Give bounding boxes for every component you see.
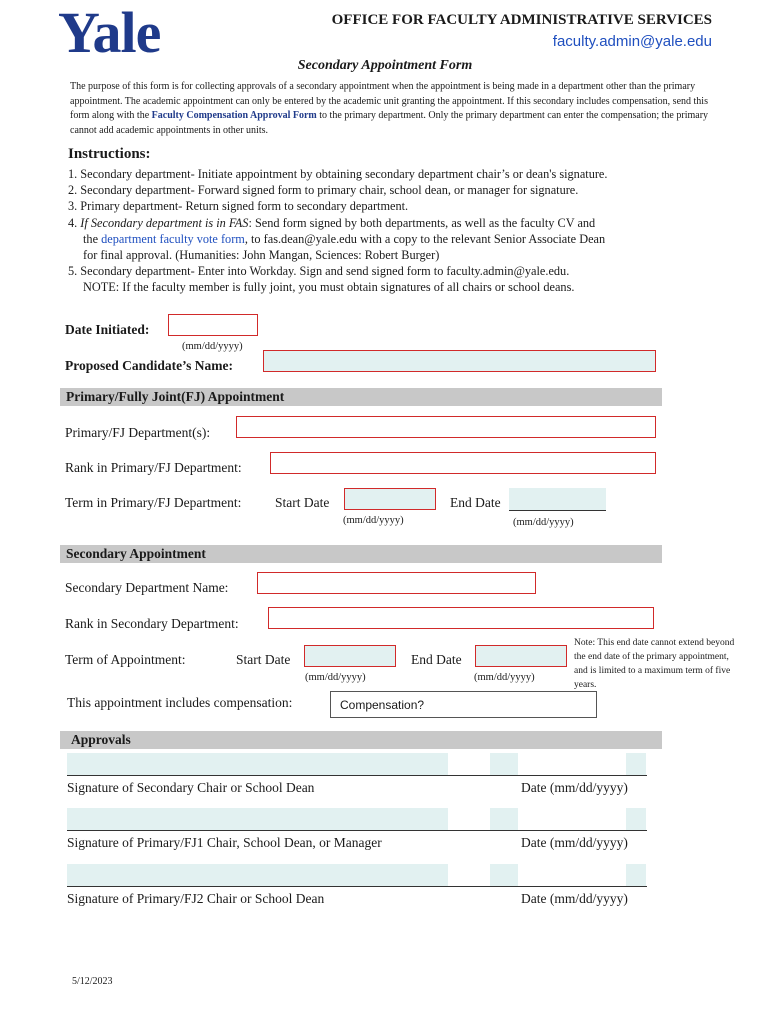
instruction-item: 1. Secondary department- Initiate appointment by obtaining secondary department chair’s or dean's signature. [68, 167, 608, 181]
item4-rest: : Send form signed by both departments, as well as the faculty CV and [248, 215, 596, 230]
purpose-text-end: to the primary department. Only the primary department can enter the compensation; the primary cannot add academic appointments in other units. [70, 110, 709, 136]
date-initiated-hint: (mm/dd/yyyy) [182, 341, 243, 352]
purpose-text: The purpose of this form is for collecting approvals of a secondary appointment when the appointment is being made in a department other than the primary appointment. The academic appointment can only be entered by the academic unit granting the appointment. If this secondary includes compensation, send this form along with the [70, 81, 708, 121]
date-1-input-end[interactable] [626, 753, 646, 775]
signature-1-line [67, 775, 647, 776]
item5-note: NOTE: If the faculty member is fully joint, you must obtain signatures of all chairs or school deans. [83, 280, 575, 295]
primary-rank-input[interactable] [270, 452, 656, 474]
primary-term-label: Term in Primary/FJ Department: [65, 495, 242, 510]
date-2-input-end[interactable] [626, 808, 646, 830]
secondary-end-date-input[interactable] [475, 645, 567, 667]
secondary-dept-label: Secondary Department Name: [65, 580, 229, 595]
secondary-end-hint: (mm/dd/yyyy) [474, 672, 535, 683]
signature-3-line [67, 886, 647, 887]
secondary-rank-input[interactable] [268, 607, 654, 629]
secondary-start-hint: (mm/dd/yyyy) [305, 672, 366, 683]
primary-start-label: Start Date [275, 495, 330, 510]
item4-line2 [68, 231, 708, 247]
form-title: Secondary Appointment Form [297, 58, 473, 73]
item4-line2-pre: the [83, 231, 102, 246]
primary-section-header: Primary/Fully Joint(FJ) Appointment [60, 388, 662, 406]
date-initiated-input[interactable] [168, 314, 258, 336]
instruction-item [68, 215, 708, 264]
secondary-end-label: End Date [411, 652, 462, 667]
approvals-section-header: Approvals [60, 731, 662, 749]
end-date-note: Note: This end date cannot extend beyond the end date of the primary appointment, and is limited to a maximum term of five years. [574, 638, 735, 690]
secondary-start-label: Start Date [236, 652, 291, 667]
instruction-item: 2. Secondary department- Forward signed form to primary chair, school dean, or manager for signature. [68, 183, 579, 198]
date-2-input[interactable] [490, 808, 518, 830]
item4-italic: If Secondary department is in FAS [80, 215, 249, 230]
date-2-label: Date (mm/dd/yyyy) [521, 835, 628, 850]
primary-end-date-input[interactable] [509, 488, 606, 511]
signature-3-label: Signature of Primary/FJ2 Chair or School Dean [67, 891, 325, 906]
candidate-name-input[interactable] [263, 350, 656, 372]
primary-start-hint: (mm/dd/yyyy) [343, 515, 404, 526]
compensation-form-link[interactable]: Faculty Compensation Approval Form [151, 110, 317, 121]
purpose-paragraph [70, 80, 710, 138]
secondary-section-header: Secondary Appointment [60, 545, 662, 563]
compensation-label: This appointment includes compensation: [67, 695, 293, 710]
signature-2-input[interactable] [67, 808, 448, 830]
secondary-rank-label: Rank in Secondary Department: [65, 616, 239, 631]
signature-3-input[interactable] [67, 864, 448, 886]
instructions-title: Instructions: [68, 146, 151, 162]
primary-start-date-input[interactable] [344, 488, 436, 510]
footer-date: 5/12/2023 [72, 976, 113, 987]
secondary-term-label: Term of Appointment: [65, 652, 186, 667]
instruction-item: 3. Primary department- Return signed form to secondary department. [68, 199, 409, 214]
primary-rank-label: Rank in Primary/FJ Department: [65, 460, 242, 475]
signature-2-line [67, 830, 647, 831]
primary-end-label: End Date [450, 495, 501, 510]
yale-logo: Yale [58, 0, 161, 65]
date-1-label: Date (mm/dd/yyyy) [521, 780, 628, 795]
instruction-item [68, 263, 708, 295]
item4-prefix: 4. [68, 215, 81, 230]
date-3-label: Date (mm/dd/yyyy) [521, 891, 628, 906]
date-3-input-end[interactable] [626, 864, 646, 886]
item5-text: 5. Secondary department- Enter into Workday. Sign and send signed form to faculty.admin@yale.edu. [68, 264, 570, 279]
signature-2-label: Signature of Primary/FJ1 Chair, School Dean, or Manager [67, 835, 382, 850]
office-email-link[interactable]: faculty.admin@yale.edu [552, 33, 712, 50]
vote-form-link[interactable]: department faculty vote form [101, 231, 245, 246]
primary-dept-label: Primary/FJ Department(s): [65, 425, 211, 440]
instructions-list [68, 166, 708, 296]
candidate-label: Proposed Candidate’s Name: [65, 358, 233, 373]
date-1-input[interactable] [490, 753, 518, 775]
signature-1-label: Signature of Secondary Chair or School Dean [67, 780, 315, 795]
compensation-select[interactable]: Compensation? [330, 691, 597, 718]
secondary-dept-input[interactable] [257, 572, 536, 594]
item4-line3: for final approval. (Humanities: John Mangan, Sciences: Robert Burger) [83, 248, 440, 263]
date-3-input[interactable] [490, 864, 518, 886]
primary-end-hint: (mm/dd/yyyy) [513, 517, 574, 528]
item4-line2-post: , to fas.dean@yale.edu with a copy to the relevant Senior Associate Dean [244, 231, 606, 246]
signature-1-input[interactable] [67, 753, 448, 775]
date-initiated-label: Date Initiated: [65, 322, 150, 337]
office-title: OFFICE FOR FACULTY ADMINISTRATIVE SERVICES [331, 12, 712, 28]
secondary-start-date-input[interactable] [304, 645, 396, 667]
primary-dept-input[interactable] [236, 416, 656, 438]
